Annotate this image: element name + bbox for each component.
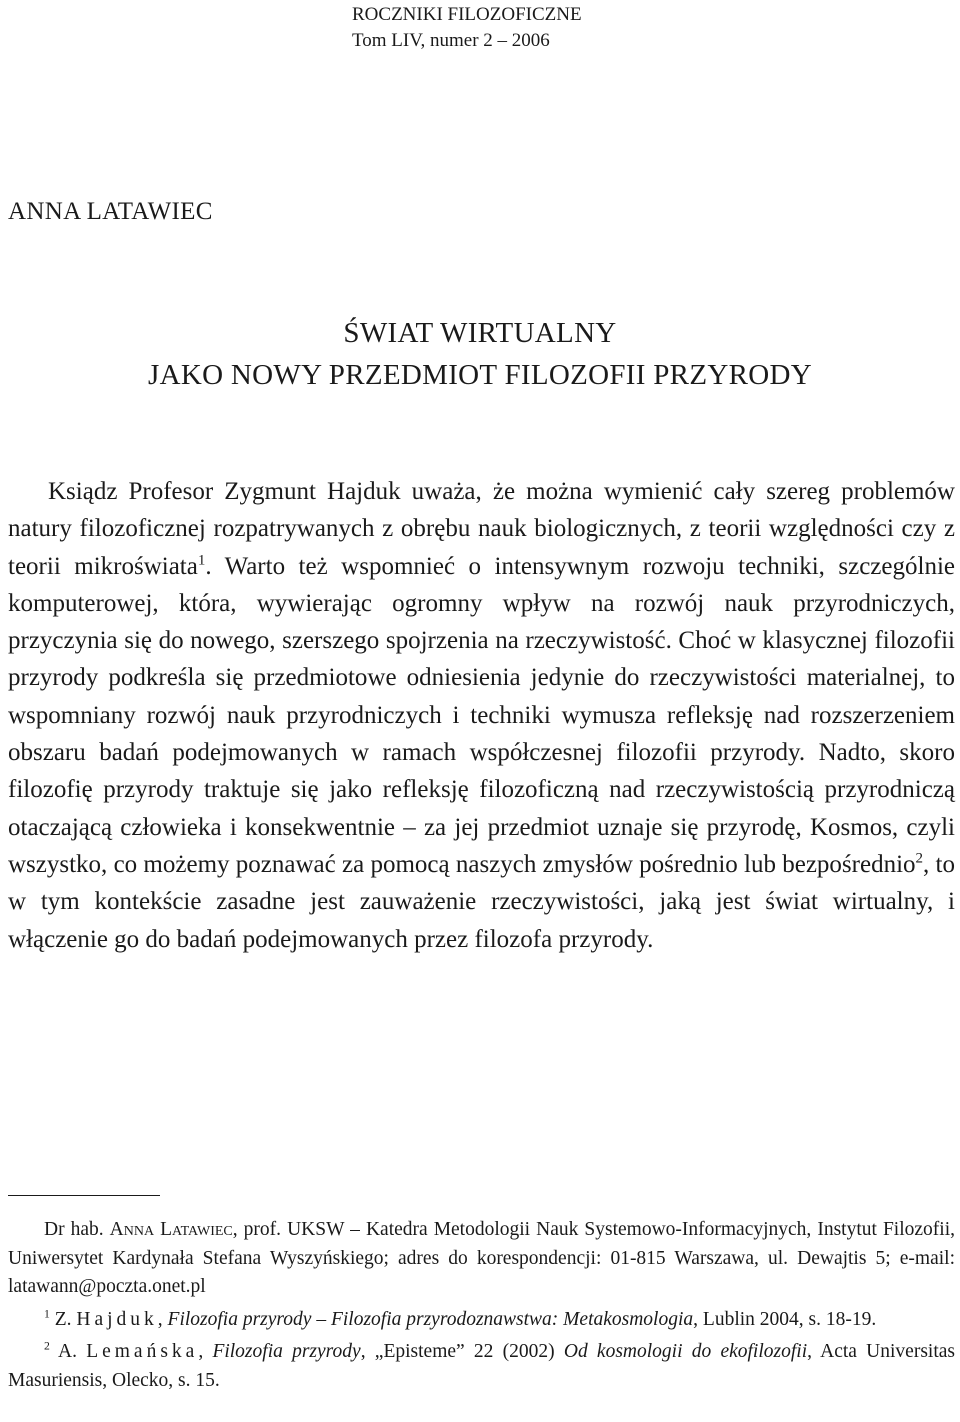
footnote-2-sep: , (198, 1341, 213, 1363)
affiliation-author-name: Anna Latawiec (109, 1219, 233, 1240)
footnote-ref-2[interactable]: 2 (915, 850, 924, 867)
body-text-part-2: . Warto też wspomnieć o intensywnym rozwoju techniki, szczególnie komputerowej, która, wywierając ogromny wpływ na rozwój nauk przyrodniczych, przyczynia się do nowego, szerszego spojrzenia na rzeczywistość. Choć w klasycznej filozofii przyrody podkreśla się przedmiotowe odniesienia jedynie do rzeczywistości materialnej, to wspomniany rozwój nauk przyrodniczych i techniki wymusza refleksję nad rozszerzeniem obszaru badań podejmowanych w ramach współczesnej filozofii przyrody. Nadto, skoro filozofię przyrody traktuje się jako refleksję filozoficzną nad rzeczywistością przyrodniczą otaczającą człowieka i konsekwentnie – za jej przedmiot uznaje się przyrodę, Kosmos, czyli wszystko, co możemy poznawać za pomocą naszych zmysłów pośrednio lub bezpośrednio (8, 552, 955, 878)
body-text-part-3: , to w tym kontekście zasadne jest zauważenie rzeczywistości, jaką jest świat wirtualny, i włączenie go do badań podejmowanych przez filozofa przyrody. (8, 850, 955, 953)
title-line-1: ŚWIAT WIRTUALNY (343, 317, 617, 349)
footnote-2-work-2: Od kosmologii do ekofilozofii (563, 1341, 808, 1363)
footnote-2-author: Lemańska (86, 1341, 199, 1363)
title-line-2: JAKO NOWY PRZEDMIOT FILOZOFII PRZYRODY (148, 359, 812, 391)
affiliation-note (8, 1216, 955, 1302)
journal-name: ROCZNIKI FILOZOFICZNE (352, 4, 582, 25)
footnote-2-initial: A. (49, 1341, 87, 1363)
footnote-2-rest: , Acta Universitas Masuriensis, Olecko, s. 15. (8, 1341, 955, 1391)
journal-volume: Tom LIV, numer 2 – 2006 (352, 30, 550, 51)
article-title (0, 312, 960, 396)
footnote-2-number: 2 (44, 1339, 50, 1353)
body-text-part-1: Ksiądz Profesor Zygmunt Hajduk uważa, że można wymienić cały szereg problemów natury filozoficznej rozpatrywanych z obrębu nauk biologicznych, z teorii względności czy z teorii mikroświata (8, 478, 955, 580)
footnote-1-work: Filozofia przyrody – Filozofia przyrodoznawstwa: Metakosmologia (167, 1308, 694, 1330)
footnotes (8, 1216, 955, 1396)
footnote-ref-1[interactable]: 1 (197, 552, 206, 569)
journal-header (352, 2, 582, 54)
affiliation-details: , prof. UKSW – Katedra Metodologii Nauk Systemowo-Informacyjnych, Instytut Filozofii, Uniwersytet Kardynała Stefana Wyszyńskiego; adres do korespondencji: 01-815 Warszawa, ul. Dewajtis 5; e-mail: latawann@poczta.onet.pl (8, 1219, 955, 1298)
footnote-1-number: 1 (44, 1307, 50, 1321)
footnote-2-journal: , „Episteme” 22 (2002) (360, 1341, 564, 1363)
footnote-2-work: Filozofia przyrody (212, 1341, 361, 1363)
footnote-2 (8, 1338, 955, 1395)
footnote-divider (8, 1195, 160, 1196)
footnote-1-initial: Z. (49, 1308, 77, 1330)
body-paragraph (8, 473, 955, 958)
footnote-1 (8, 1306, 955, 1335)
article-author: ANNA LATAWIEC (8, 198, 213, 225)
footnote-1-author: Hajduk (76, 1308, 158, 1330)
footnote-1-rest: , Lublin 2004, s. 18-19. (693, 1308, 877, 1330)
footnote-1-sep: , (157, 1308, 168, 1330)
affiliation-prefix: Dr hab. (44, 1219, 110, 1240)
